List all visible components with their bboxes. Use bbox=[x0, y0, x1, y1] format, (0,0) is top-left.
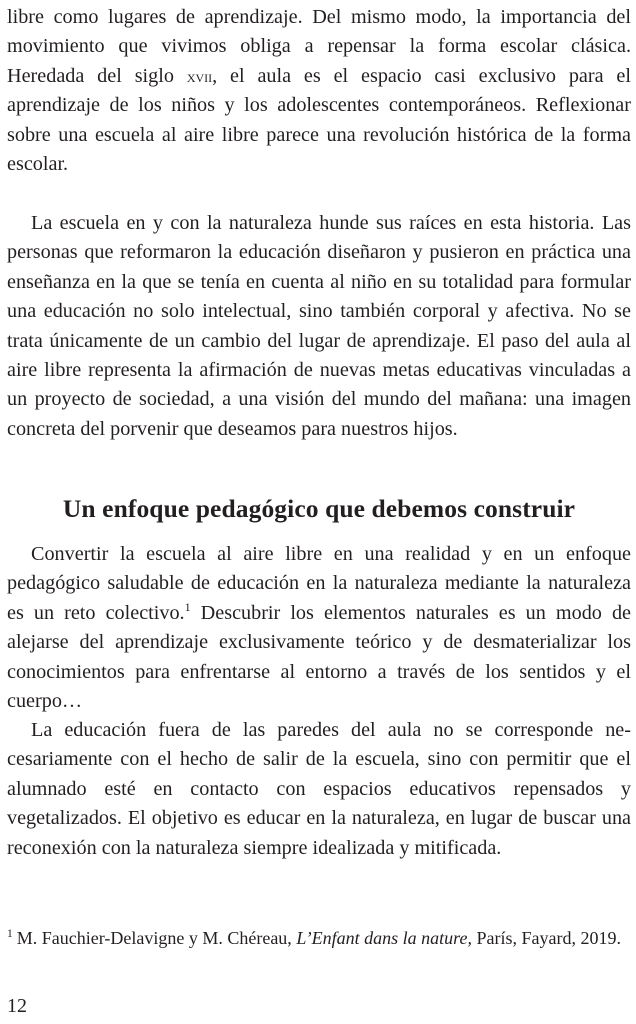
century-numeral: xvii bbox=[186, 66, 213, 86]
footnote-number: 1 bbox=[7, 928, 13, 940]
page-number: 12 bbox=[7, 995, 27, 1017]
paragraph-challenge bbox=[7, 540, 631, 716]
footnote-publication: París, Fayard, 2019. bbox=[471, 928, 621, 948]
paragraph-history: La escuela en y con la naturaleza hunde sus raíces en esta historia. Las personas que reformaron la educación diseñaron y pusieron en práctica una enseñanza en la que se tenía en cuenta al niño en su totalidad para formular una educación no solo intelectual, sino también corporal y afectiva. No se trata únicamente de un cambio del lugar de aprendizaje. El paso del aula al aire libre representa la afirmación de nuevas metas educativas vinculadas a un proyecto de sociedad, a una visión del mundo del mañana: una imagen concreta del porvenir que deseamos para nuestros hijos. bbox=[7, 212, 631, 440]
footnote-reference: 1 bbox=[184, 599, 191, 614]
footnote-book-title: L’Enfant dans la nature, bbox=[296, 928, 472, 948]
paragraph-text: Descubrir los elementos naturales es un modo de alejarse del aprendizaje exclusivamente teórico y de desmaterializar los conocimientos para enfrentarse al entorno a través de los sentidos y el cuerpo… bbox=[7, 601, 631, 713]
footnote-authors: M. Fauchier-Delavigne y M. Chéreau, bbox=[16, 928, 297, 948]
paragraph-text: , el aula es el espacio casi exclusivo para el aprendizaje de los niños y los adolescentes contemporáneos. Reflexionar sobre una escuela al aire libre parece una revolución histórica de la forma escolar. bbox=[7, 64, 631, 176]
section-heading: Un enfoque pedagógico que debemos construir bbox=[62, 494, 576, 523]
paragraph-text: libre como lugares de aprendizaje. Del mismo modo, la importancia del movimiento que vivimos obliga a repensar la forma escolar clásica. Heredada del siglo bbox=[7, 6, 631, 87]
paragraph-continuation bbox=[7, 3, 631, 179]
paragraph-outdoor-education: La educación fuera de las paredes del aula no se corresponde necesariamente con el hecho de salir de la escuela, sino con permitir que el alumnado esté en contacto con espacios educativos repensados y vegetalizados. El objetivo es educar en la naturaleza, en lugar de buscar una reconexión con la naturaleza siempre idealizada y mitificada. bbox=[7, 719, 631, 859]
paragraph-text: Convertir la escuela al aire libre en una realidad y en un enfoque pedagógico saludable de educación en la naturaleza mediante la naturaleza es un reto colectivo. bbox=[7, 543, 631, 624]
footnote bbox=[7, 926, 631, 950]
